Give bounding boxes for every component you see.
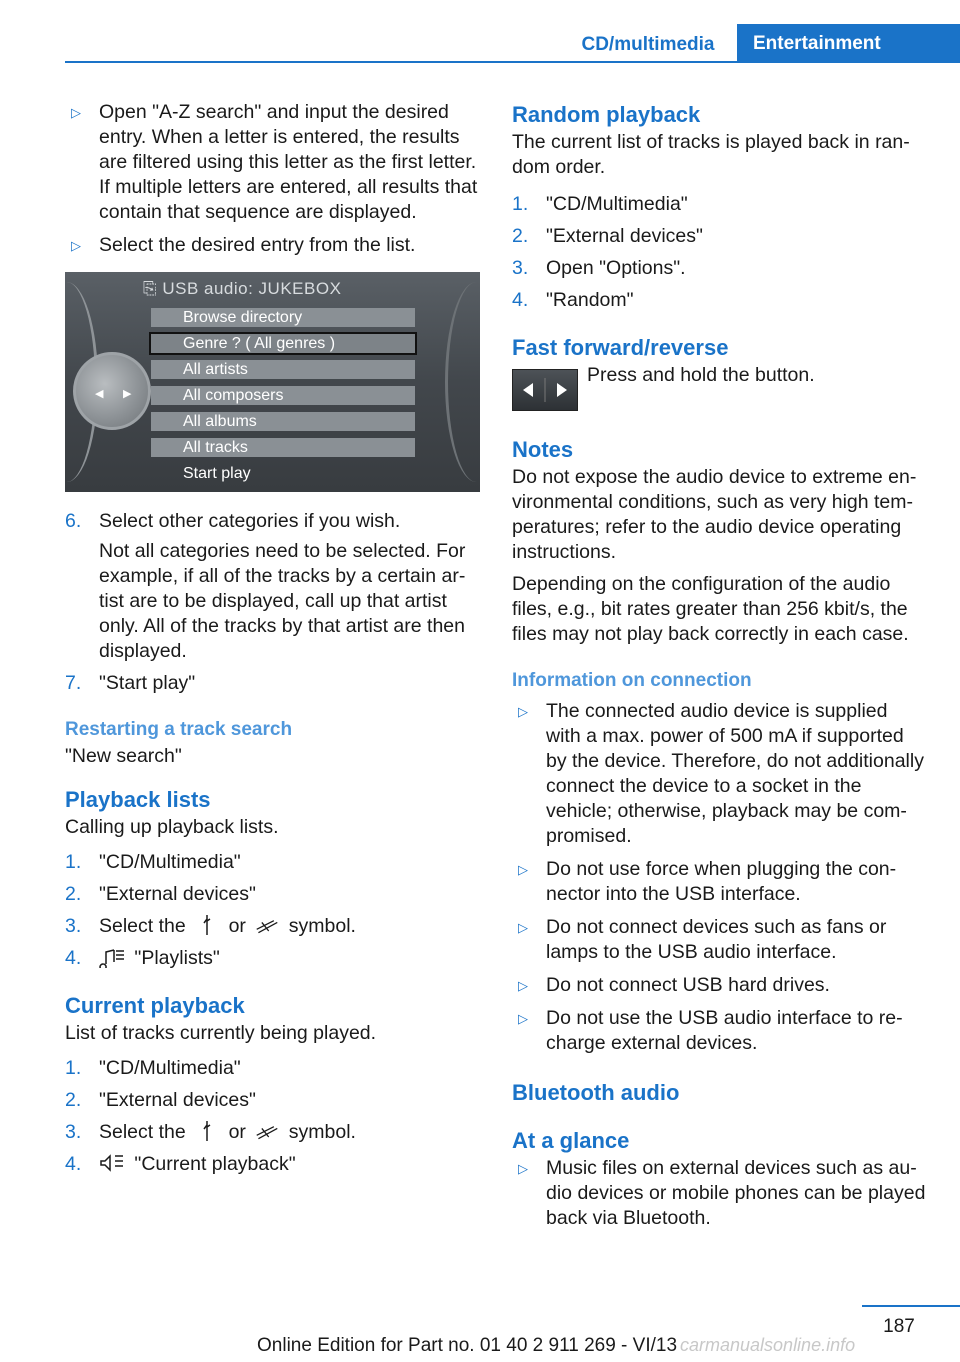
right-column — [512, 100, 927, 1239]
step-item: 1. "CD/Multimedia" — [512, 193, 688, 215]
restart-heading: Restarting a track search — [65, 719, 293, 740]
fast-forward-heading: Fast forward/reverse — [512, 335, 729, 360]
usb-icon — [195, 914, 219, 936]
step-item: 2. "External devices" — [65, 1089, 256, 1111]
triangle-bullet-icon: ▷ — [518, 862, 528, 877]
triangle-bullet-icon: ▷ — [71, 238, 81, 253]
step-detail: Not all categories need to be selected. For example, if all of the tracks by a certain artist are to be displayed, call up that artist only. All of the tracks by that artist are then displayed. — [99, 540, 466, 662]
triangle-bullet-icon: ▷ — [518, 1011, 528, 1026]
bullet-text: Open "A-Z search" and input the desired entry. When a letter is entered, the results are filtered using this letter as the first letter. If multiple letters are entered, all results that contain that sequence are displayed. — [99, 101, 478, 223]
triangle-bullet-icon: ▷ — [518, 704, 528, 719]
random-intro: The current list of tracks is played back in random order. — [512, 131, 910, 178]
screen-menu-item: Start play — [183, 465, 251, 482]
notes-paragraph: Depending on the configuration of the audio files, e.g., bit rates greater than 256 kbit/s, the files may not play back correctly in each case. — [512, 573, 909, 645]
step-item: 3. Select the or symbol. — [65, 1121, 356, 1143]
step-item: 2. "External devices" — [512, 225, 703, 247]
step-item: 1. "CD/Multimedia" — [65, 1057, 241, 1079]
bullet-item: ▷ Do not connect USB hard drives. — [518, 974, 830, 996]
step-item: 6. Select other categories if you wish. — [65, 510, 401, 532]
usb-icon — [195, 1120, 219, 1142]
step-item: 3. Select the or symbol. — [65, 915, 356, 937]
bullet-item: ▷ Do not connect devices such as fans or lamps to the USB audio interface. — [518, 916, 887, 963]
playlist-icon — [99, 946, 125, 968]
ff-block — [512, 364, 927, 417]
notes-paragraph: Do not expose the audio device to extreme environmental conditions, such as very high temperatures; refer to the audio device operating instructions. — [512, 466, 917, 563]
screen-title: ⎘ USB audio: JUKEBOX — [143, 279, 342, 298]
screen-menu-item-selected: Genre ? ( All genres ) — [149, 332, 417, 355]
header-rule — [65, 61, 960, 63]
bullet-item — [65, 100, 480, 225]
current-playback-heading: Current playback — [65, 993, 245, 1018]
at-a-glance-heading: At a glance — [512, 1128, 630, 1153]
triangle-bullet-icon: ▷ — [518, 978, 528, 993]
idrive-screen-image — [65, 272, 480, 492]
playback-lists-heading: Playback lists — [65, 787, 211, 812]
triangle-bullet-icon: ▷ — [518, 920, 528, 935]
step-item: 4. "Current playback" — [65, 1153, 296, 1175]
connection-heading: Information on connection — [512, 670, 752, 691]
screen-menu-item: All tracks — [151, 438, 415, 457]
knob-left-arrow-icon: ◀ — [95, 388, 104, 400]
step-item: 4. "Playlists" — [65, 947, 220, 969]
screen-menu-item: All composers — [151, 386, 415, 405]
triangle-bullet-icon: ▷ — [518, 1161, 528, 1176]
bullet-item: ▷ Music files on external devices such as audio devices or mobile phones can be played back via Bluetooth. — [518, 1157, 926, 1229]
knob-right-arrow-icon: ▶ — [123, 388, 132, 400]
footer-rule — [862, 1305, 960, 1307]
bullet-text: Select the desired entry from the list. — [99, 234, 416, 256]
step-item: 4. "Random" — [512, 289, 634, 311]
bullet-item: ▷ Do not use force when plugging the connector into the USB interface. — [518, 858, 897, 905]
edition-line: Online Edition for Part no. 01 40 2 911 269 - VI/13 — [257, 1335, 678, 1356]
step-item: 1. "CD/Multimedia" — [65, 851, 241, 873]
bullet-item — [65, 233, 480, 258]
bluetooth-heading: Bluetooth audio — [512, 1080, 680, 1105]
seek-arrows-icon — [513, 370, 577, 410]
bullet-item: ▷ The connected audio device is supplied with a max. power of 500 mA if supported by the device. Therefore, do not additionally connect the device to a socket in the vehicle; otherwise, playback may be compromised. — [518, 700, 924, 847]
chapter-tab[interactable]: Entertainment — [737, 24, 960, 63]
restart-text: "New search" — [65, 745, 182, 767]
controller-knob-icon — [73, 352, 151, 430]
screen-menu-item: Browse directory — [151, 308, 415, 327]
bullet-item: ▷ Do not use the USB audio interface to recharge external devices. — [518, 1007, 903, 1054]
notes-heading: Notes — [512, 437, 574, 462]
left-column — [65, 100, 480, 1184]
watermark: carmanualsonline.info — [680, 1335, 856, 1355]
screen-menu-item: All artists — [151, 360, 415, 379]
section-label: CD/multimedia — [581, 34, 715, 55]
current-playback-intro: List of tracks currently being played. — [65, 1022, 377, 1044]
bluetooth-device-icon — [255, 914, 279, 936]
ff-text: Press and hold the button. — [587, 364, 815, 386]
step-item: 3. Open "Options". — [512, 257, 686, 279]
bluetooth-device-icon — [255, 1120, 279, 1142]
playback-lists-intro: Calling up playback lists. — [65, 816, 279, 838]
current-playback-icon — [99, 1152, 125, 1174]
triangle-bullet-icon: ▷ — [71, 105, 81, 120]
seek-button-icon — [512, 369, 578, 411]
usb-audio-icon: ⎘ — [143, 279, 163, 298]
step-item: 2. "External devices" — [65, 883, 256, 905]
screen-menu-item: All albums — [151, 412, 415, 431]
random-playback-heading: Random playback — [512, 102, 701, 127]
page-number: 187 — [883, 1316, 915, 1337]
step-item: 7. "Start play" — [65, 672, 196, 694]
